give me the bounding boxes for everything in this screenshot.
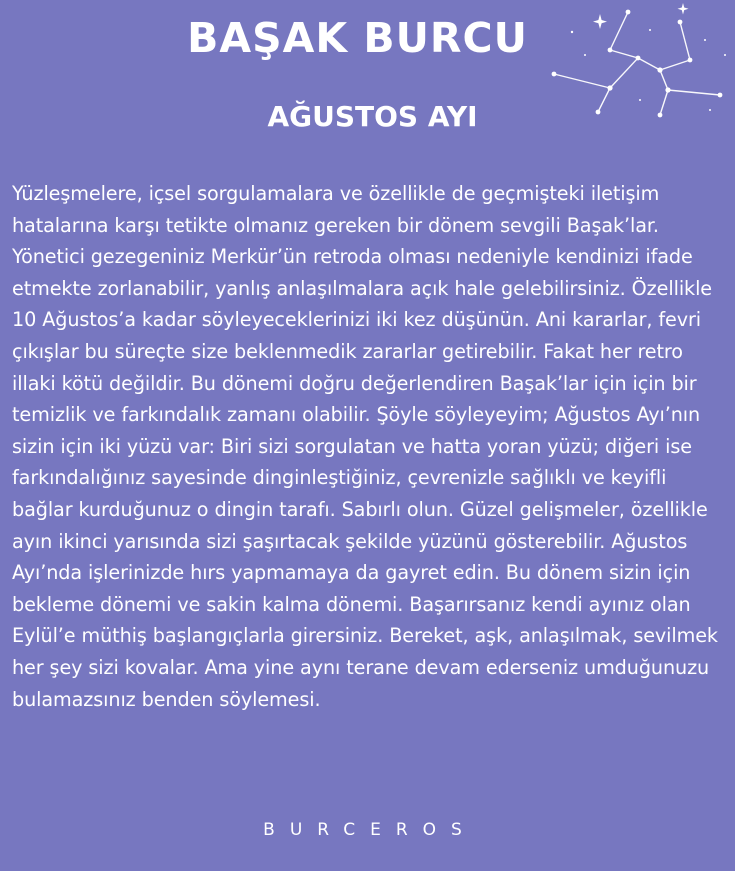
- page-subtitle: AĞUSTOS AYI: [267, 100, 478, 133]
- brand-footer: BURCEROS: [263, 820, 477, 840]
- horoscope-text: Yüzleşmelere, içsel sorgulamalara ve özellikle de geçmişteki iletişim hatalarına karşı tetikte olmanız gereken bir dönem sevgili Başak’lar. Yönetici gezegeniniz Merkür’ün retroda olması nedeniyle kendinizi ifade etmekte zorlanabilir, yanlış anlaşılmalara açık hale gelebilirsiniz. Özellikle 10 Ağustos’a kadar söyleyeceklerinizi iki kez düşünün. Ani kararlar, fevri çıkışlar bu süreçte size beklenmedik zararlar getirebilir. Fakat her retro illaki kötü değildir. Bu dönemi doğru değerlendiren Başak’lar için için bir temizlik ve farkındalık zamanı olabilir. Şöyle söyleyeyim; Ağustos Ayı’nın sizin için iki yüzü var: Biri sizi sorgulatan ve hatta yoran yüzü; diğeri ise farkındalığınız sayesinde dinginleştiğiniz, çevrenizle sağlıklı ve keyifli bağlar kurduğunuz o dingin tarafı. Sabırlı olun. Güzel gelişmeler, özellikle ayın ikinci yarısında sizi şaşırtacak şekilde yüzünü gösterebilir. Ağustos Ayı’nda işlerinizde hırs yapmamaya da gayret edin. Bu dönem sizin için bekleme dönemi ve sakin kalma dönemi. Başarırsanız kendi ayınız olan Eylül’e müthiş başlangıçlarla girersiniz. Bereket, aşk, anlaşılmak, sevilmek her şey sizi kovalar. Ama yine aynı terane devam ederseniz umduğunuzu bulamazsınız benden söylemesi.: [12, 182, 718, 711]
- page-title: BAŞAK BURCU: [187, 14, 528, 62]
- virgo-constellation-icon: [540, 0, 735, 130]
